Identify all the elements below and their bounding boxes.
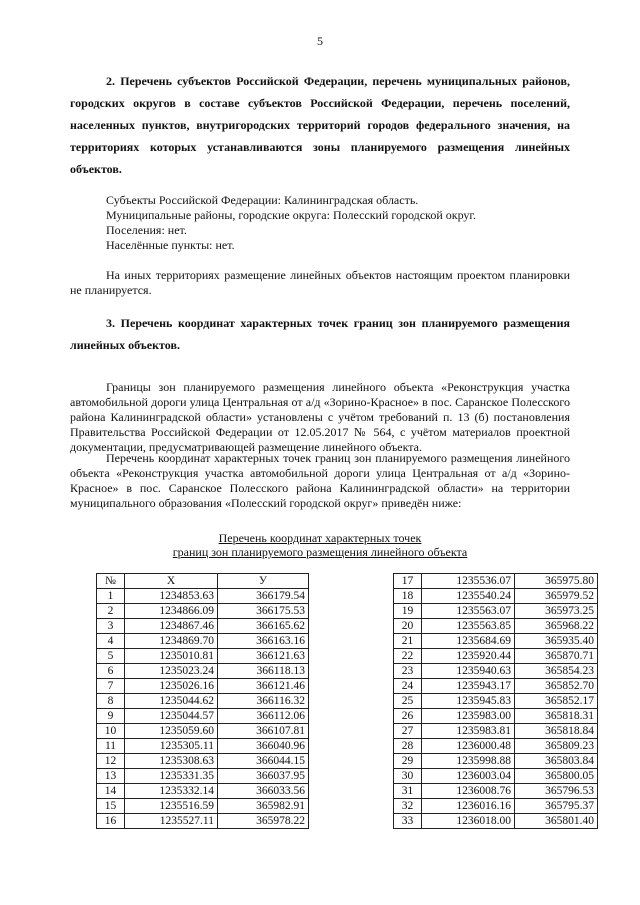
cell-x: 1235563.07 bbox=[422, 604, 515, 619]
cell-y: 365979.52 bbox=[515, 589, 598, 604]
cell-y: 365796.53 bbox=[515, 784, 598, 799]
cell-x: 1235305.11 bbox=[125, 739, 218, 754]
cell-number: 24 bbox=[394, 679, 422, 694]
section-2-heading-text: 2. Перечень субъектов Российской Федерации, перечень муниципальных районов, городских округов в составе субъектов Российской Федерации, перечень поселений, населенных пунктов, внутригородских территорий городов федерального значения, на территориях которых устанавливаются зоны планируемого размещения линейных объектов. bbox=[70, 74, 570, 176]
cell-x: 1234867.46 bbox=[125, 619, 218, 634]
cell-y: 365870.71 bbox=[515, 649, 598, 664]
cell-number: 26 bbox=[394, 709, 422, 724]
cell-x: 1236003.04 bbox=[422, 769, 515, 784]
cell-y: 366179.54 bbox=[218, 589, 309, 604]
table-row bbox=[97, 754, 309, 769]
table-row bbox=[394, 724, 598, 739]
section-3-heading bbox=[70, 312, 570, 356]
table-row bbox=[394, 784, 598, 799]
table-row bbox=[394, 604, 598, 619]
cell-number: 4 bbox=[97, 634, 125, 649]
cell-x: 1235044.57 bbox=[125, 709, 218, 724]
cell-y: 365973.25 bbox=[515, 604, 598, 619]
cell-y: 366118.13 bbox=[218, 664, 309, 679]
cell-x: 1235983.00 bbox=[422, 709, 515, 724]
cell-y: 366175.53 bbox=[218, 604, 309, 619]
table-header-row bbox=[97, 574, 309, 589]
other-territories-text: На иных территориях размещение линейных объектов настоящим проектом планировки не планируется. bbox=[70, 268, 570, 297]
header-number: № bbox=[97, 574, 125, 589]
cell-x: 1235940.63 bbox=[422, 664, 515, 679]
cell-y: 365803.84 bbox=[515, 754, 598, 769]
cell-number: 21 bbox=[394, 634, 422, 649]
table-row bbox=[97, 769, 309, 784]
cell-x: 1235563.85 bbox=[422, 619, 515, 634]
cell-x: 1235331.35 bbox=[125, 769, 218, 784]
cell-y: 366165.62 bbox=[218, 619, 309, 634]
cell-number: 1 bbox=[97, 589, 125, 604]
coordinates-table-left bbox=[96, 573, 309, 829]
table-row bbox=[97, 604, 309, 619]
cell-y: 365975.80 bbox=[515, 574, 598, 589]
cell-y: 366112.06 bbox=[218, 709, 309, 724]
header-x: X bbox=[125, 574, 218, 589]
cell-y: 366040.96 bbox=[218, 739, 309, 754]
cell-y: 366116.32 bbox=[218, 694, 309, 709]
cell-number: 18 bbox=[394, 589, 422, 604]
cell-number: 5 bbox=[97, 649, 125, 664]
cell-x: 1235026.16 bbox=[125, 679, 218, 694]
cell-y: 366037.95 bbox=[218, 769, 309, 784]
cell-number: 23 bbox=[394, 664, 422, 679]
cell-x: 1235945.83 bbox=[422, 694, 515, 709]
cell-number: 8 bbox=[97, 694, 125, 709]
table-row bbox=[394, 619, 598, 634]
cell-y: 365968.22 bbox=[515, 619, 598, 634]
table-row bbox=[394, 709, 598, 724]
cell-number: 27 bbox=[394, 724, 422, 739]
cell-y: 366044.15 bbox=[218, 754, 309, 769]
cell-x: 1236008.76 bbox=[422, 784, 515, 799]
cell-number: 10 bbox=[97, 724, 125, 739]
cell-x: 1236018.00 bbox=[422, 814, 515, 829]
cell-y: 365800.05 bbox=[515, 769, 598, 784]
table-row bbox=[394, 664, 598, 679]
cell-number: 20 bbox=[394, 619, 422, 634]
cell-number: 22 bbox=[394, 649, 422, 664]
table-row bbox=[394, 739, 598, 754]
cell-number: 12 bbox=[97, 754, 125, 769]
boundaries-text: Границы зон планируемого размещения линейного объекта «Реконструкция участка автомобильной дороги улица Центральная от а/д «Зорино-Красное» в пос. Саранское Полесского района Калининградской области» установлены с учётом требований п. 13 (б) постановления Правительства Российской Федерации от 12.05.2017 № 564, с учётом материалов проектной документации, предусматривающей размещение линейного объекта. bbox=[70, 380, 570, 454]
cell-x: 1235527.11 bbox=[125, 814, 218, 829]
cell-number: 31 bbox=[394, 784, 422, 799]
table-row bbox=[394, 679, 598, 694]
cell-x: 1235536.07 bbox=[422, 574, 515, 589]
table-row bbox=[97, 679, 309, 694]
cell-number: 16 bbox=[97, 814, 125, 829]
cell-y: 365818.84 bbox=[515, 724, 598, 739]
cell-y: 365852.17 bbox=[515, 694, 598, 709]
table-row bbox=[97, 709, 309, 724]
cell-x: 1235943.17 bbox=[422, 679, 515, 694]
table-row bbox=[97, 784, 309, 799]
table-row bbox=[97, 664, 309, 679]
cell-number: 33 bbox=[394, 814, 422, 829]
cell-x: 1236000.48 bbox=[422, 739, 515, 754]
cell-x: 1235920.44 bbox=[422, 649, 515, 664]
cell-y: 365801.40 bbox=[515, 814, 598, 829]
cell-y: 365809.23 bbox=[515, 739, 598, 754]
cell-x: 1235332.14 bbox=[125, 784, 218, 799]
table-row bbox=[97, 724, 309, 739]
list-item: Муниципальные районы, городские округа: Полесский городской округ. bbox=[106, 208, 476, 222]
cell-x: 1235010.81 bbox=[125, 649, 218, 664]
cell-number: 29 bbox=[394, 754, 422, 769]
cell-y: 366121.46 bbox=[218, 679, 309, 694]
cell-y: 365982.91 bbox=[218, 799, 309, 814]
cell-number: 15 bbox=[97, 799, 125, 814]
other-territories-paragraph bbox=[70, 268, 570, 298]
cell-number: 30 bbox=[394, 769, 422, 784]
header-y: У bbox=[218, 574, 309, 589]
table-row bbox=[97, 694, 309, 709]
table-row bbox=[394, 574, 598, 589]
coordinates-table-right bbox=[393, 573, 598, 829]
cell-y: 365795.37 bbox=[515, 799, 598, 814]
cell-y: 365978.22 bbox=[218, 814, 309, 829]
cell-x: 1235983.81 bbox=[422, 724, 515, 739]
section-2-heading bbox=[70, 70, 570, 180]
cell-y: 365818.31 bbox=[515, 709, 598, 724]
cell-y: 366033.56 bbox=[218, 784, 309, 799]
boundaries-paragraph bbox=[70, 380, 570, 455]
table-caption-line-2: границ зон планируемого размещения линейного объекта bbox=[172, 545, 468, 559]
cell-number: 25 bbox=[394, 694, 422, 709]
cell-x: 1236016.16 bbox=[422, 799, 515, 814]
cell-number: 13 bbox=[97, 769, 125, 784]
table-row bbox=[394, 754, 598, 769]
cell-y: 365935.40 bbox=[515, 634, 598, 649]
table-row bbox=[394, 634, 598, 649]
table-row bbox=[394, 649, 598, 664]
list-item: Населённые пункты: нет. bbox=[106, 238, 235, 252]
table-row bbox=[394, 814, 598, 829]
table-row bbox=[97, 739, 309, 754]
table-caption bbox=[0, 531, 640, 559]
cell-number: 7 bbox=[97, 679, 125, 694]
cell-x: 1235540.24 bbox=[422, 589, 515, 604]
cell-number: 3 bbox=[97, 619, 125, 634]
cell-x: 1235308.63 bbox=[125, 754, 218, 769]
table-row bbox=[97, 814, 309, 829]
table-row bbox=[394, 769, 598, 784]
cell-x: 1235684.69 bbox=[422, 634, 515, 649]
cell-number: 9 bbox=[97, 709, 125, 724]
cell-number: 6 bbox=[97, 664, 125, 679]
page-number: 5 bbox=[317, 34, 323, 48]
list-item: Поселения: нет. bbox=[106, 223, 187, 237]
table-caption-line-1: Перечень координат характерных точек bbox=[218, 531, 422, 545]
table-row bbox=[394, 799, 598, 814]
territory-list bbox=[106, 193, 476, 253]
cell-number: 19 bbox=[394, 604, 422, 619]
cell-number: 32 bbox=[394, 799, 422, 814]
cell-x: 1234869.70 bbox=[125, 634, 218, 649]
cell-y: 365852.70 bbox=[515, 679, 598, 694]
section-3-heading-text: 3. Перечень координат характерных точек границ зон планируемого размещения линейных объектов. bbox=[70, 316, 570, 352]
table-row bbox=[394, 589, 598, 604]
list-item: Субъекты Российской Федерации: Калининградская область. bbox=[106, 193, 419, 207]
table-row bbox=[394, 694, 598, 709]
cell-y: 366121.63 bbox=[218, 649, 309, 664]
table-row bbox=[97, 799, 309, 814]
cell-x: 1235998.88 bbox=[422, 754, 515, 769]
table-row bbox=[97, 649, 309, 664]
cell-x: 1234866.09 bbox=[125, 604, 218, 619]
cell-x: 1235044.62 bbox=[125, 694, 218, 709]
cell-x: 1235516.59 bbox=[125, 799, 218, 814]
coordinates-intro-paragraph bbox=[70, 451, 570, 511]
cell-x: 1235023.24 bbox=[125, 664, 218, 679]
cell-number: 2 bbox=[97, 604, 125, 619]
cell-number: 17 bbox=[394, 574, 422, 589]
cell-number: 14 bbox=[97, 784, 125, 799]
cell-number: 28 bbox=[394, 739, 422, 754]
cell-y: 365854.23 bbox=[515, 664, 598, 679]
cell-x: 1235059.60 bbox=[125, 724, 218, 739]
table-row bbox=[97, 619, 309, 634]
coordinates-intro-text: Перечень координат характерных точек границ зон планируемого размещения линейного объекта «Реконструкция участка автомобильной дороги улица Центральная от а/д «Зорино-Красное» в пос. Саранское Полесского района Калининградской области» на территории муниципального образования «Полесский городской округ» приведён ниже: bbox=[70, 451, 570, 510]
cell-number: 11 bbox=[97, 739, 125, 754]
cell-y: 366107.81 bbox=[218, 724, 309, 739]
cell-y: 366163.16 bbox=[218, 634, 309, 649]
table-row bbox=[97, 634, 309, 649]
table-row bbox=[97, 589, 309, 604]
cell-x: 1234853.63 bbox=[125, 589, 218, 604]
